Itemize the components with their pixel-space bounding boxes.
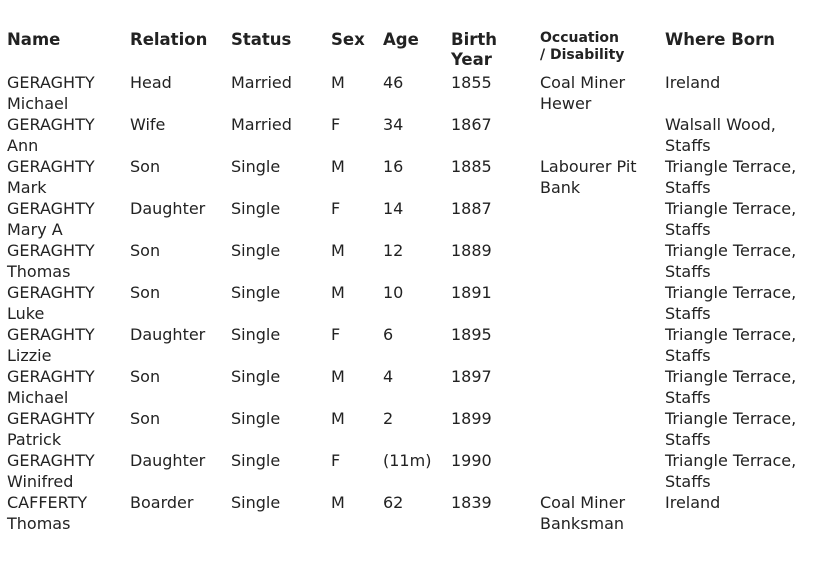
header-age: Age [383,30,419,49]
cell-birth-year: 1990 [451,451,492,470]
cell-relation: Daughter [130,199,206,218]
cell-sex: M [331,157,345,176]
cell-birth-year: 1887 [451,199,492,218]
table-row [7,366,828,408]
cell-name: GERAGHTY Luke [7,283,95,323]
cell-relation: Boarder [130,493,194,512]
cell-name: GERAGHTY Michael [7,367,95,407]
cell-birth-year: 1855 [451,73,492,92]
header-row [7,30,828,72]
cell-birth-year: 1839 [451,493,492,512]
cell-birth-year: 1889 [451,241,492,260]
cell-relation: Daughter [130,325,206,344]
cell-where-born: Triangle Terrace, Staffs [665,325,797,365]
cell-age: 2 [383,409,394,428]
cell-age: 62 [383,493,404,512]
header-birth-year: Birth Year [451,30,498,69]
cell-name: GERAGHTY Mark [7,157,95,197]
cell-name: GERAGHTY Patrick [7,409,95,449]
cell-sex: F [331,325,341,344]
cell-sex: F [331,115,341,134]
cell-status: Single [231,493,281,512]
cell-where-born: Walsall Wood, Staffs [665,115,776,155]
cell-age: 12 [383,241,404,260]
header-status: Status [231,30,292,49]
header-where-born: Where Born [665,30,776,49]
cell-name: GERAGHTY Ann [7,115,95,155]
census-household-table [7,30,828,534]
cell-relation: Head [130,73,172,92]
cell-birth-year: 1885 [451,157,492,176]
cell-age: 46 [383,73,404,92]
cell-occupation [540,450,665,492]
table-row [7,408,828,450]
cell-relation: Son [130,283,161,302]
cell-where-born: Triangle Terrace, Staffs [665,451,797,491]
cell-name: GERAGHTY Winifred [7,451,95,491]
cell-birth-year: 1899 [451,409,492,428]
cell-status: Single [231,451,281,470]
cell-occupation: Coal Miner Hewer [540,73,626,113]
cell-where-born: Triangle Terrace, Staffs [665,157,797,197]
cell-occupation: Labourer Pit Bank [540,157,637,197]
cell-occupation [540,198,665,240]
cell-birth-year: 1891 [451,283,492,302]
cell-sex: M [331,493,345,512]
cell-relation: Son [130,367,161,386]
cell-sex: F [331,199,341,218]
cell-occupation [540,114,665,156]
cell-status: Single [231,325,281,344]
table-row [7,492,828,534]
header-relation: Relation [130,30,208,49]
cell-sex: F [331,451,341,470]
cell-sex: M [331,367,345,386]
cell-age: 34 [383,115,404,134]
cell-occupation [540,282,665,324]
cell-where-born: Triangle Terrace, Staffs [665,241,797,281]
cell-status: Single [231,283,281,302]
cell-name: CAFFERTY Thomas [7,493,88,533]
cell-status: Single [231,157,281,176]
header-name: Name [7,30,61,49]
cell-relation: Son [130,157,161,176]
cell-birth-year: 1895 [451,325,492,344]
cell-name: GERAGHTY Mary A [7,199,95,239]
cell-occupation [540,408,665,450]
cell-sex: M [331,73,345,92]
cell-name: GERAGHTY Lizzie [7,325,95,365]
table-row [7,282,828,324]
cell-status: Single [231,241,281,260]
cell-age: 14 [383,199,404,218]
cell-where-born: Ireland [665,493,721,512]
cell-age: 4 [383,367,394,386]
table-row [7,324,828,366]
cell-name: GERAGHTY Thomas [7,241,95,281]
cell-where-born: Triangle Terrace, Staffs [665,199,797,239]
table-row [7,114,828,156]
table-row [7,72,828,114]
cell-where-born: Triangle Terrace, Staffs [665,409,797,449]
cell-relation: Son [130,409,161,428]
cell-birth-year: 1867 [451,115,492,134]
cell-status: Married [231,115,292,134]
cell-age: 6 [383,325,394,344]
cell-birth-year: 1897 [451,367,492,386]
table-row [7,156,828,198]
cell-occupation [540,324,665,366]
cell-relation: Wife [130,115,166,134]
cell-sex: M [331,241,345,260]
cell-name: GERAGHTY Michael [7,73,95,113]
cell-age: 10 [383,283,404,302]
cell-sex: M [331,409,345,428]
cell-age: 16 [383,157,404,176]
cell-status: Married [231,73,292,92]
table-row [7,450,828,492]
cell-status: Single [231,367,281,386]
cell-relation: Daughter [130,451,206,470]
table-row [7,198,828,240]
cell-where-born: Ireland [665,73,721,92]
cell-occupation [540,240,665,282]
header-occupation: Occuation / Disability [540,30,625,63]
census-rows [7,72,828,534]
cell-occupation: Coal Miner Banksman [540,493,626,533]
cell-status: Single [231,409,281,428]
cell-relation: Son [130,241,161,260]
header-sex: Sex [331,30,365,49]
cell-age: (11m) [383,451,432,470]
cell-occupation [540,366,665,408]
cell-status: Single [231,199,281,218]
table-row [7,240,828,282]
cell-sex: M [331,283,345,302]
cell-where-born: Triangle Terrace, Staffs [665,283,797,323]
cell-where-born: Triangle Terrace, Staffs [665,367,797,407]
